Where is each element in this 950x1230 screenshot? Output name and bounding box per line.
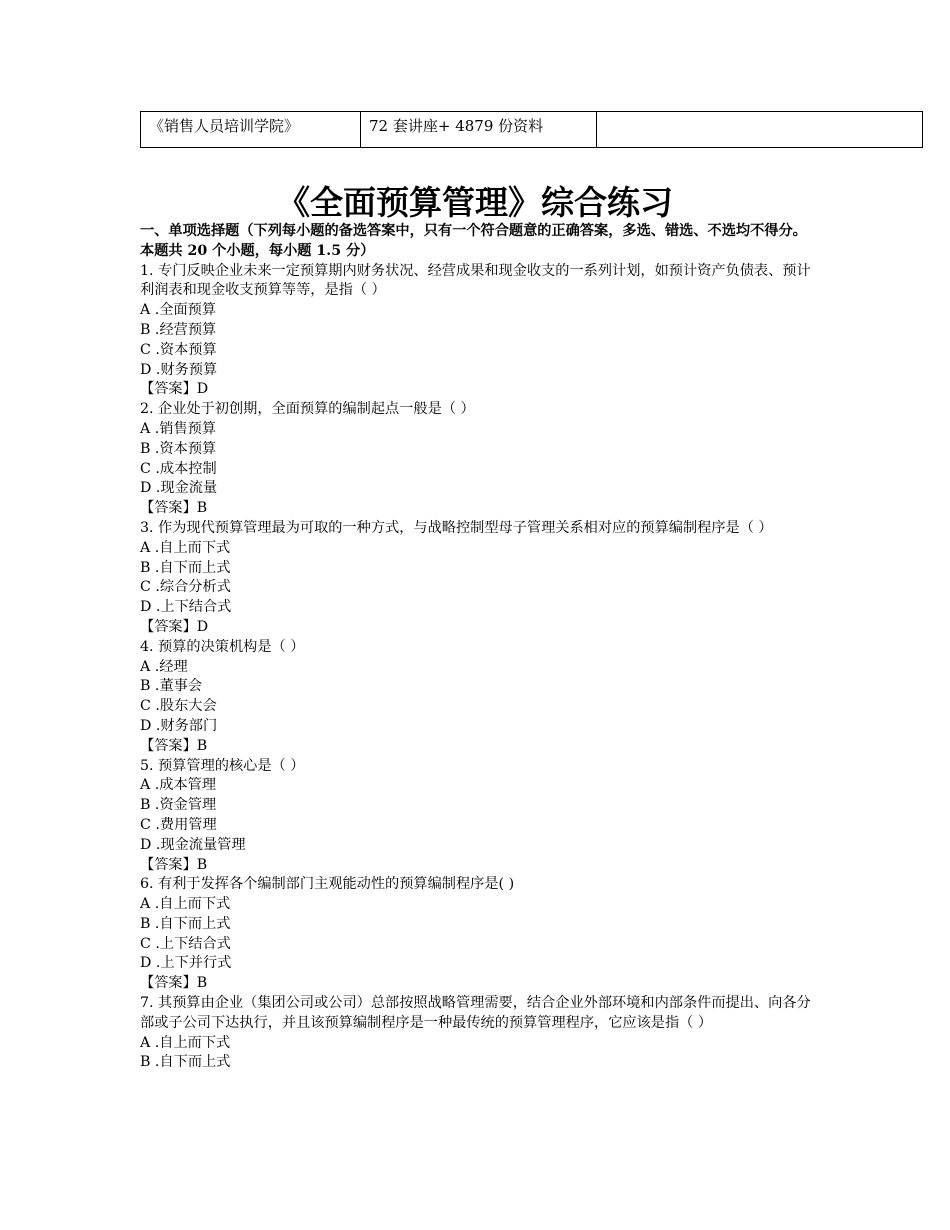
option-a: A .经理 [140, 658, 188, 675]
option-b: B .资金管理 [140, 797, 217, 814]
option-d: D .上下结合式 [140, 599, 232, 616]
option-a: A .自上而下式 [140, 1034, 231, 1051]
question-stem: 5. 预算管理的核心是（ ） [140, 757, 305, 774]
option-a: A .自上而下式 [140, 539, 231, 556]
question-7 [140, 994, 820, 1073]
option-c: C .股东大会 [140, 698, 217, 715]
section-heading: 一、单项选择题（下列每小题的备选答案中，只有一个符合题意的正确答案，多选、错选、不选均不得分。本题共 20 个小题，每小题 1.5 分） [140, 223, 807, 259]
option-a: A .成本管理 [140, 777, 217, 794]
option-b: B .自下而上式 [140, 559, 231, 576]
option-a: A .销售预算 [140, 420, 217, 437]
doc-title: 《全面预算管理》综合练习 [277, 183, 673, 222]
header-table [140, 111, 923, 148]
question-4 [140, 638, 820, 757]
question-stem: 7. 其预算由企业（集团公司或公司）总部按照战略管理需要，结合企业外部环境和内部条件而提出、向各分部或子公司下达执行，并且该预算编制程序是一种最传统的预算管理程序，它应该是指（ ） [140, 995, 811, 1031]
option-d: D .上下并行式 [140, 955, 232, 972]
option-d: D .财务预算 [140, 361, 218, 378]
option-c: C .上下结合式 [140, 935, 231, 952]
answer: 【答案】D [140, 381, 209, 398]
question-stem: 3. 作为现代预算管理最为可取的一种方式，与战略控制型母子管理关系相对应的预算编制程序是（ ） [140, 519, 773, 536]
option-d: D .现金流量 [140, 480, 218, 497]
question-3 [140, 519, 820, 638]
question-5 [140, 757, 820, 876]
answer: 【答案】D [140, 618, 209, 635]
question-stem: 1. 专门反映企业未来一定预算期内财务状况、经营成果和现金收支的一系列计划，如预计资产负债表、预计利润表和现金收支预算等等，是指（ ） [140, 262, 811, 299]
option-a: A .全面预算 [140, 302, 217, 319]
answer: 【答案】B [140, 856, 208, 873]
option-d: D .现金流量管理 [140, 836, 246, 853]
question-stem: 6. 有利于发挥各个编制部门主观能动性的预算编制程序是( ) [140, 876, 515, 893]
answer: 【答案】B [140, 500, 208, 517]
header-cell-materials: 72 套讲座+ 4879 份资料 [361, 112, 597, 148]
option-a: A .自上而下式 [140, 896, 231, 913]
exercise-content [140, 222, 820, 1073]
answer: 【答案】B [140, 975, 208, 992]
option-c: C .综合分析式 [140, 579, 231, 596]
question-stem: 2. 企业处于初创期，全面预算的编制起点一般是（ ） [140, 401, 475, 418]
option-c: C .资本预算 [140, 341, 217, 358]
option-b: B .经营预算 [140, 321, 217, 338]
option-b: B .董事会 [140, 678, 203, 695]
header-cell-empty [597, 112, 923, 148]
question-2 [140, 400, 820, 519]
question-1 [140, 262, 820, 401]
option-d: D .财务部门 [140, 717, 218, 734]
header-row [141, 112, 923, 148]
answer: 【答案】B [140, 737, 208, 754]
option-b: B .自下而上式 [140, 1054, 231, 1071]
question-stem: 4. 预算的决策机构是（ ） [140, 638, 305, 655]
option-c: C .费用管理 [140, 816, 217, 833]
option-c: C .成本控制 [140, 460, 217, 477]
header-cell-course: 《销售人员培训学院》 [141, 112, 361, 148]
question-6 [140, 875, 820, 994]
option-b: B .自下而上式 [140, 915, 231, 932]
option-b: B .资本预算 [140, 440, 217, 457]
